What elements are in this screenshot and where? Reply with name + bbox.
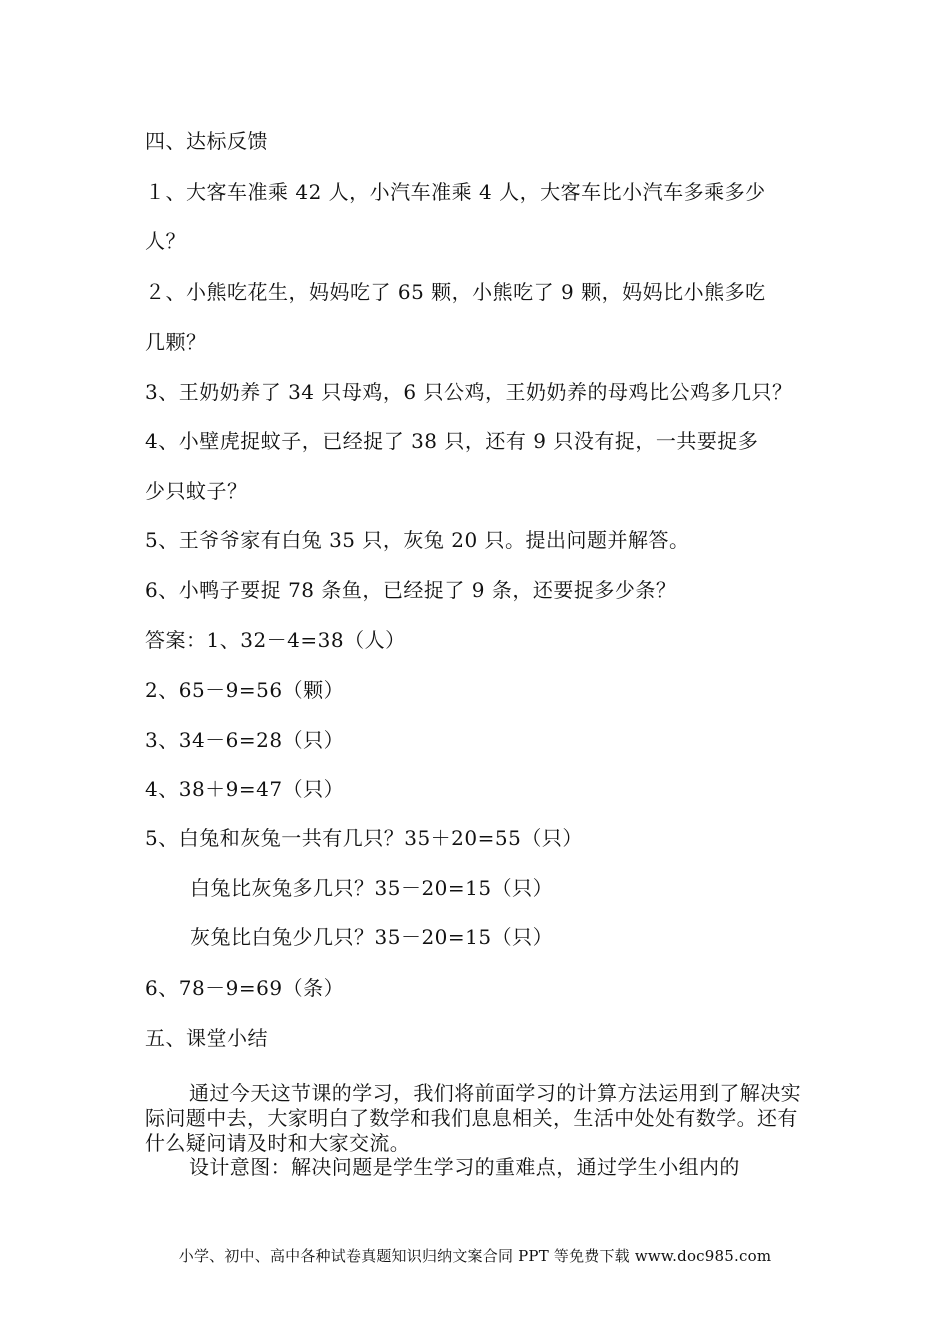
answer-4: 4、38＋9=47（只） bbox=[145, 777, 345, 801]
section-heading-5: 五、课堂小结 bbox=[145, 1026, 268, 1050]
answer-2: 2、65－9=56（颗） bbox=[145, 678, 345, 702]
question-4-line-1: 4、小壁虎捉蚊子，已经捉了 38 只，还有 9 只没有捉，一共要捉多 bbox=[145, 429, 759, 453]
design-intent-paragraph bbox=[145, 1155, 805, 1180]
page-footer: 小学、初中、高中各种试卷真题知识归纳文案合同 PPT 等免费下载 www.doc985.com bbox=[178, 1247, 772, 1265]
answer-5b: 白兔比灰兔多几只？35－20=15（只） bbox=[190, 876, 554, 900]
summary-paragraph bbox=[145, 1081, 805, 1156]
answer-3: 3、34－6=28（只） bbox=[145, 728, 345, 752]
answer-5c: 灰兔比白兔少几只？35－20=15（只） bbox=[190, 925, 554, 949]
answer-1: 答案：1、32－4=38（人） bbox=[145, 628, 406, 652]
question-5: 5、王爷爷家有白兔 35 只，灰兔 20 只。提出问题并解答。 bbox=[145, 528, 690, 552]
question-6: 6、小鸭子要捉 78 条鱼，已经捉了 9 条，还要捉多少条？ bbox=[145, 578, 677, 602]
answer-6: 6、78－9=69（条） bbox=[145, 976, 345, 1000]
question-1-line-1: １、大客车准乘 42 人，小汽车准乘 4 人，大客车比小汽车多乘多少 bbox=[145, 180, 766, 204]
section-heading-4: 四、达标反馈 bbox=[145, 129, 268, 153]
question-3: 3、王奶奶养了 34 只母鸡，6 只公鸡，王奶奶养的母鸡比公鸡多几只？ bbox=[145, 380, 793, 404]
summary-text: 通过今天这节课的学习，我们将前面学习的计算方法运用到了解决实际问题中去，大家明白了数学和我们息息相关，生活中处处有数学。还有什么疑问请及时和大家交流。 bbox=[145, 1081, 801, 1155]
question-4-line-2: 少只蚊子？ bbox=[145, 479, 248, 503]
question-1-line-2: 人？ bbox=[145, 229, 186, 253]
question-2-line-2: 几颗？ bbox=[145, 330, 207, 354]
answer-5a: 5、白兔和灰兔一共有几只？35＋20=55（只） bbox=[145, 826, 583, 850]
design-intent-text: 设计意图：解决问题是学生学习的重难点，通过学生小组内的 bbox=[189, 1155, 740, 1179]
question-2-line-1: ２、小熊吃花生，妈妈吃了 65 颗，小熊吃了 9 颗，妈妈比小熊多吃 bbox=[145, 280, 766, 304]
